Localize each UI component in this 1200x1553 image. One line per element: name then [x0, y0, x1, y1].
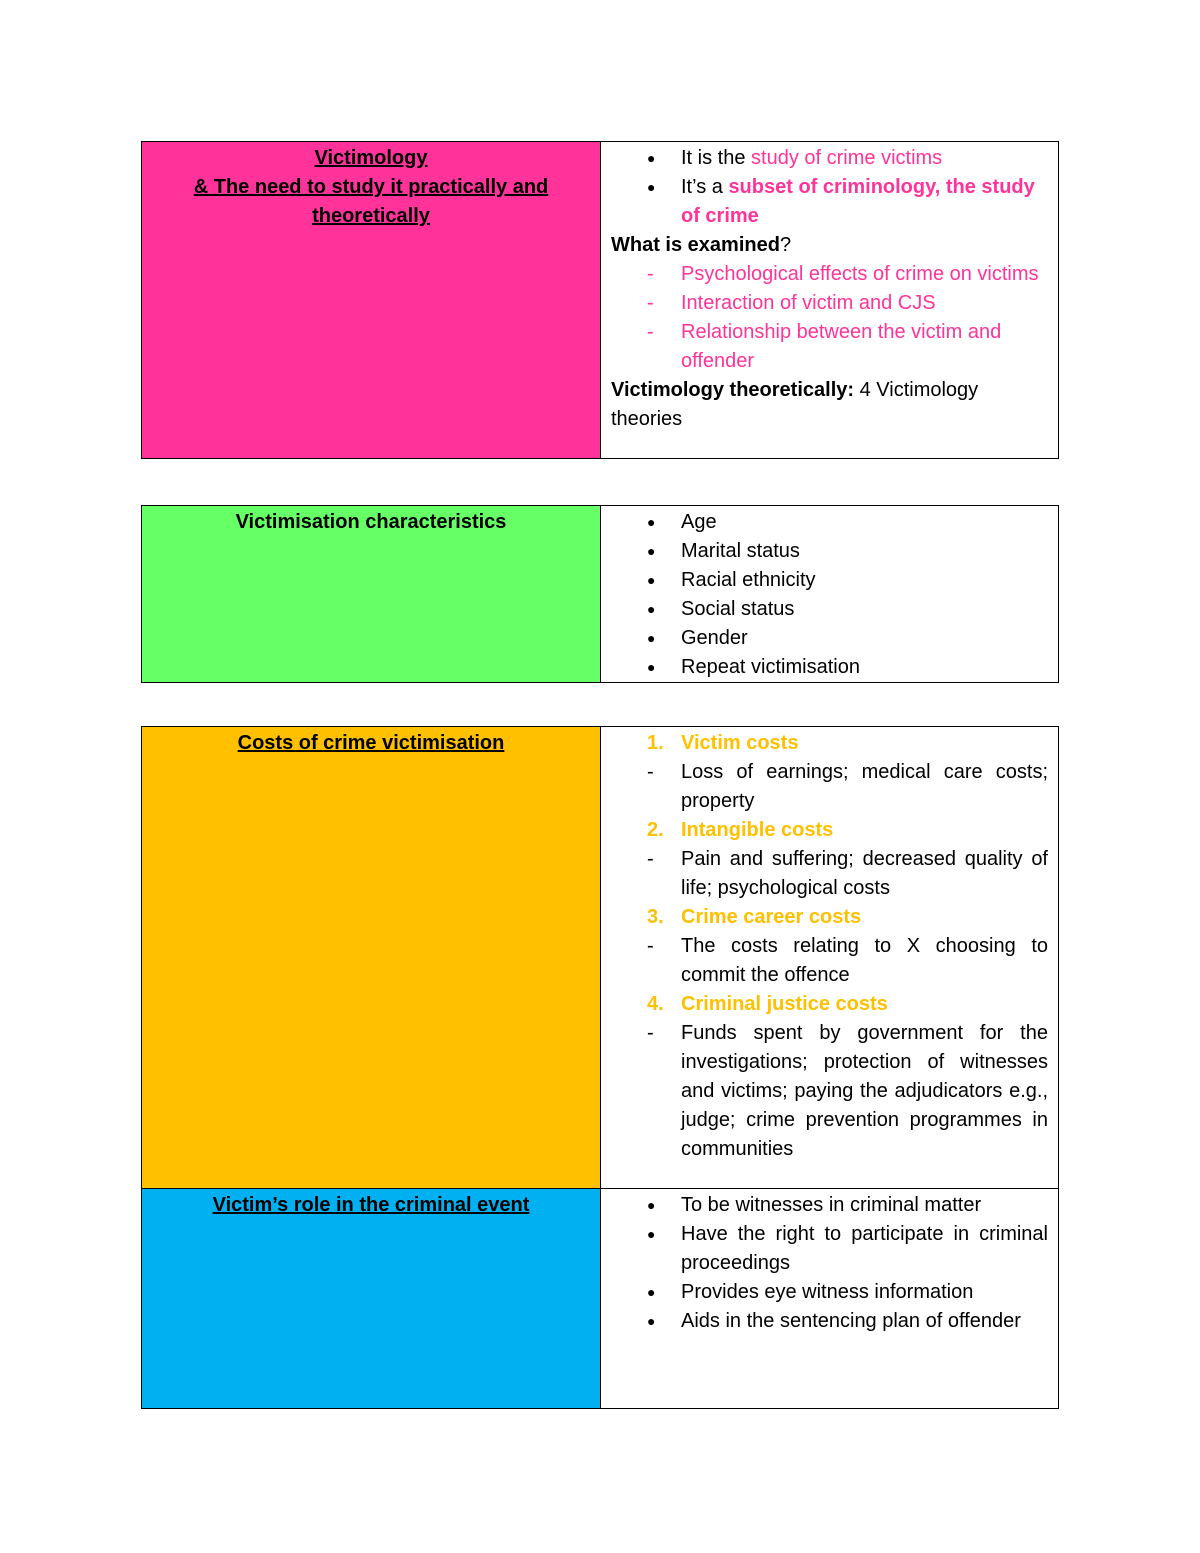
victimology-table — [141, 141, 1059, 459]
cost-title: Crime career costs — [681, 906, 862, 928]
cost-description: - Loss of earnings; medical care costs; property — [611, 758, 1048, 816]
characteristics-content-cell — [601, 506, 1059, 683]
cost-description: - The costs relating to X choosing to commit the offence — [611, 932, 1048, 990]
role-content-cell — [601, 1189, 1059, 1409]
list-item: ● Have the right to participate in criminal proceedings — [611, 1220, 1048, 1278]
list-item — [611, 173, 1048, 231]
examined-question-mark: ? — [779, 234, 792, 256]
victimology-definition-list — [611, 144, 1048, 231]
role-heading-cell — [142, 1189, 601, 1409]
costs-content-cell — [601, 727, 1059, 1189]
list-item: ● Provides eye witness information — [611, 1278, 1048, 1307]
cost-number: 2. — [647, 819, 664, 841]
cost-description: - Funds spent by government for the investigations; protection of witnesses and victims; paying the adjudicators e.g., judge; crime prevention programmes in communities — [611, 1019, 1048, 1164]
list-item: ● Racial ethnicity — [611, 566, 1048, 595]
definition-text: It’s a — [681, 176, 729, 198]
cost-item — [611, 903, 1048, 990]
examined-heading — [611, 231, 1048, 260]
characteristics-list — [611, 508, 1048, 682]
cost-number: 4. — [647, 993, 664, 1015]
examined-label: What is examined — [611, 234, 780, 256]
list-item — [611, 144, 1048, 173]
victimology-subtitle: & The need to study it practically and theoretically — [193, 176, 549, 227]
list-item: - Psychological effects of crime on victims — [611, 260, 1048, 289]
role-list — [611, 1191, 1048, 1336]
characteristics-table — [141, 505, 1059, 683]
cost-item — [611, 816, 1048, 903]
cost-title-row — [611, 816, 1048, 845]
list-item: - Relationship between the victim and offender — [611, 318, 1048, 376]
cost-title: Intangible costs — [681, 819, 834, 841]
definition-highlight: subset of criminology, the study of crime — [681, 176, 1035, 227]
victimology-title: Victimology — [314, 147, 428, 169]
victimology-content-cell — [601, 142, 1059, 459]
theory-text: 4 Victimology theories — [611, 379, 979, 430]
list-item: ● Aids in the sentencing plan of offender — [611, 1307, 1048, 1336]
cost-description: - Pain and suffering; decreased quality of life; psychological costs — [611, 845, 1048, 903]
cost-item — [611, 729, 1048, 816]
costs-title: Costs of crime victimisation — [237, 732, 505, 754]
victimology-heading-cell — [142, 142, 601, 459]
list-item: ● To be witnesses in criminal matter — [611, 1191, 1048, 1220]
definition-highlight: study of crime victims — [751, 147, 943, 169]
cost-title: Victim costs — [681, 732, 799, 754]
characteristics-heading-cell — [142, 506, 601, 683]
list-item: ● Gender — [611, 624, 1048, 653]
characteristics-title: Victimisation characteristics — [235, 511, 507, 533]
cost-number: 1. — [647, 732, 664, 754]
cost-title-row — [611, 729, 1048, 758]
theory-label: Victimology theoretically: — [611, 379, 855, 401]
list-item: - Interaction of victim and CJS — [611, 289, 1048, 318]
cost-title-row — [611, 903, 1048, 932]
cost-title: Criminal justice costs — [681, 993, 888, 1015]
examined-list — [611, 260, 1048, 376]
costs-table — [141, 726, 1059, 1409]
cost-number: 3. — [647, 906, 664, 928]
definition-text: It is the — [681, 147, 752, 169]
list-item: ● Repeat victimisation — [611, 653, 1048, 682]
cost-title-row — [611, 990, 1048, 1019]
list-item: ● Social status — [611, 595, 1048, 624]
role-title: Victim’s role in the criminal event — [212, 1194, 530, 1216]
theory-line — [611, 376, 1048, 434]
list-item: ● Age — [611, 508, 1048, 537]
costs-heading-cell — [142, 727, 601, 1189]
list-item: ● Marital status — [611, 537, 1048, 566]
cost-item — [611, 990, 1048, 1164]
